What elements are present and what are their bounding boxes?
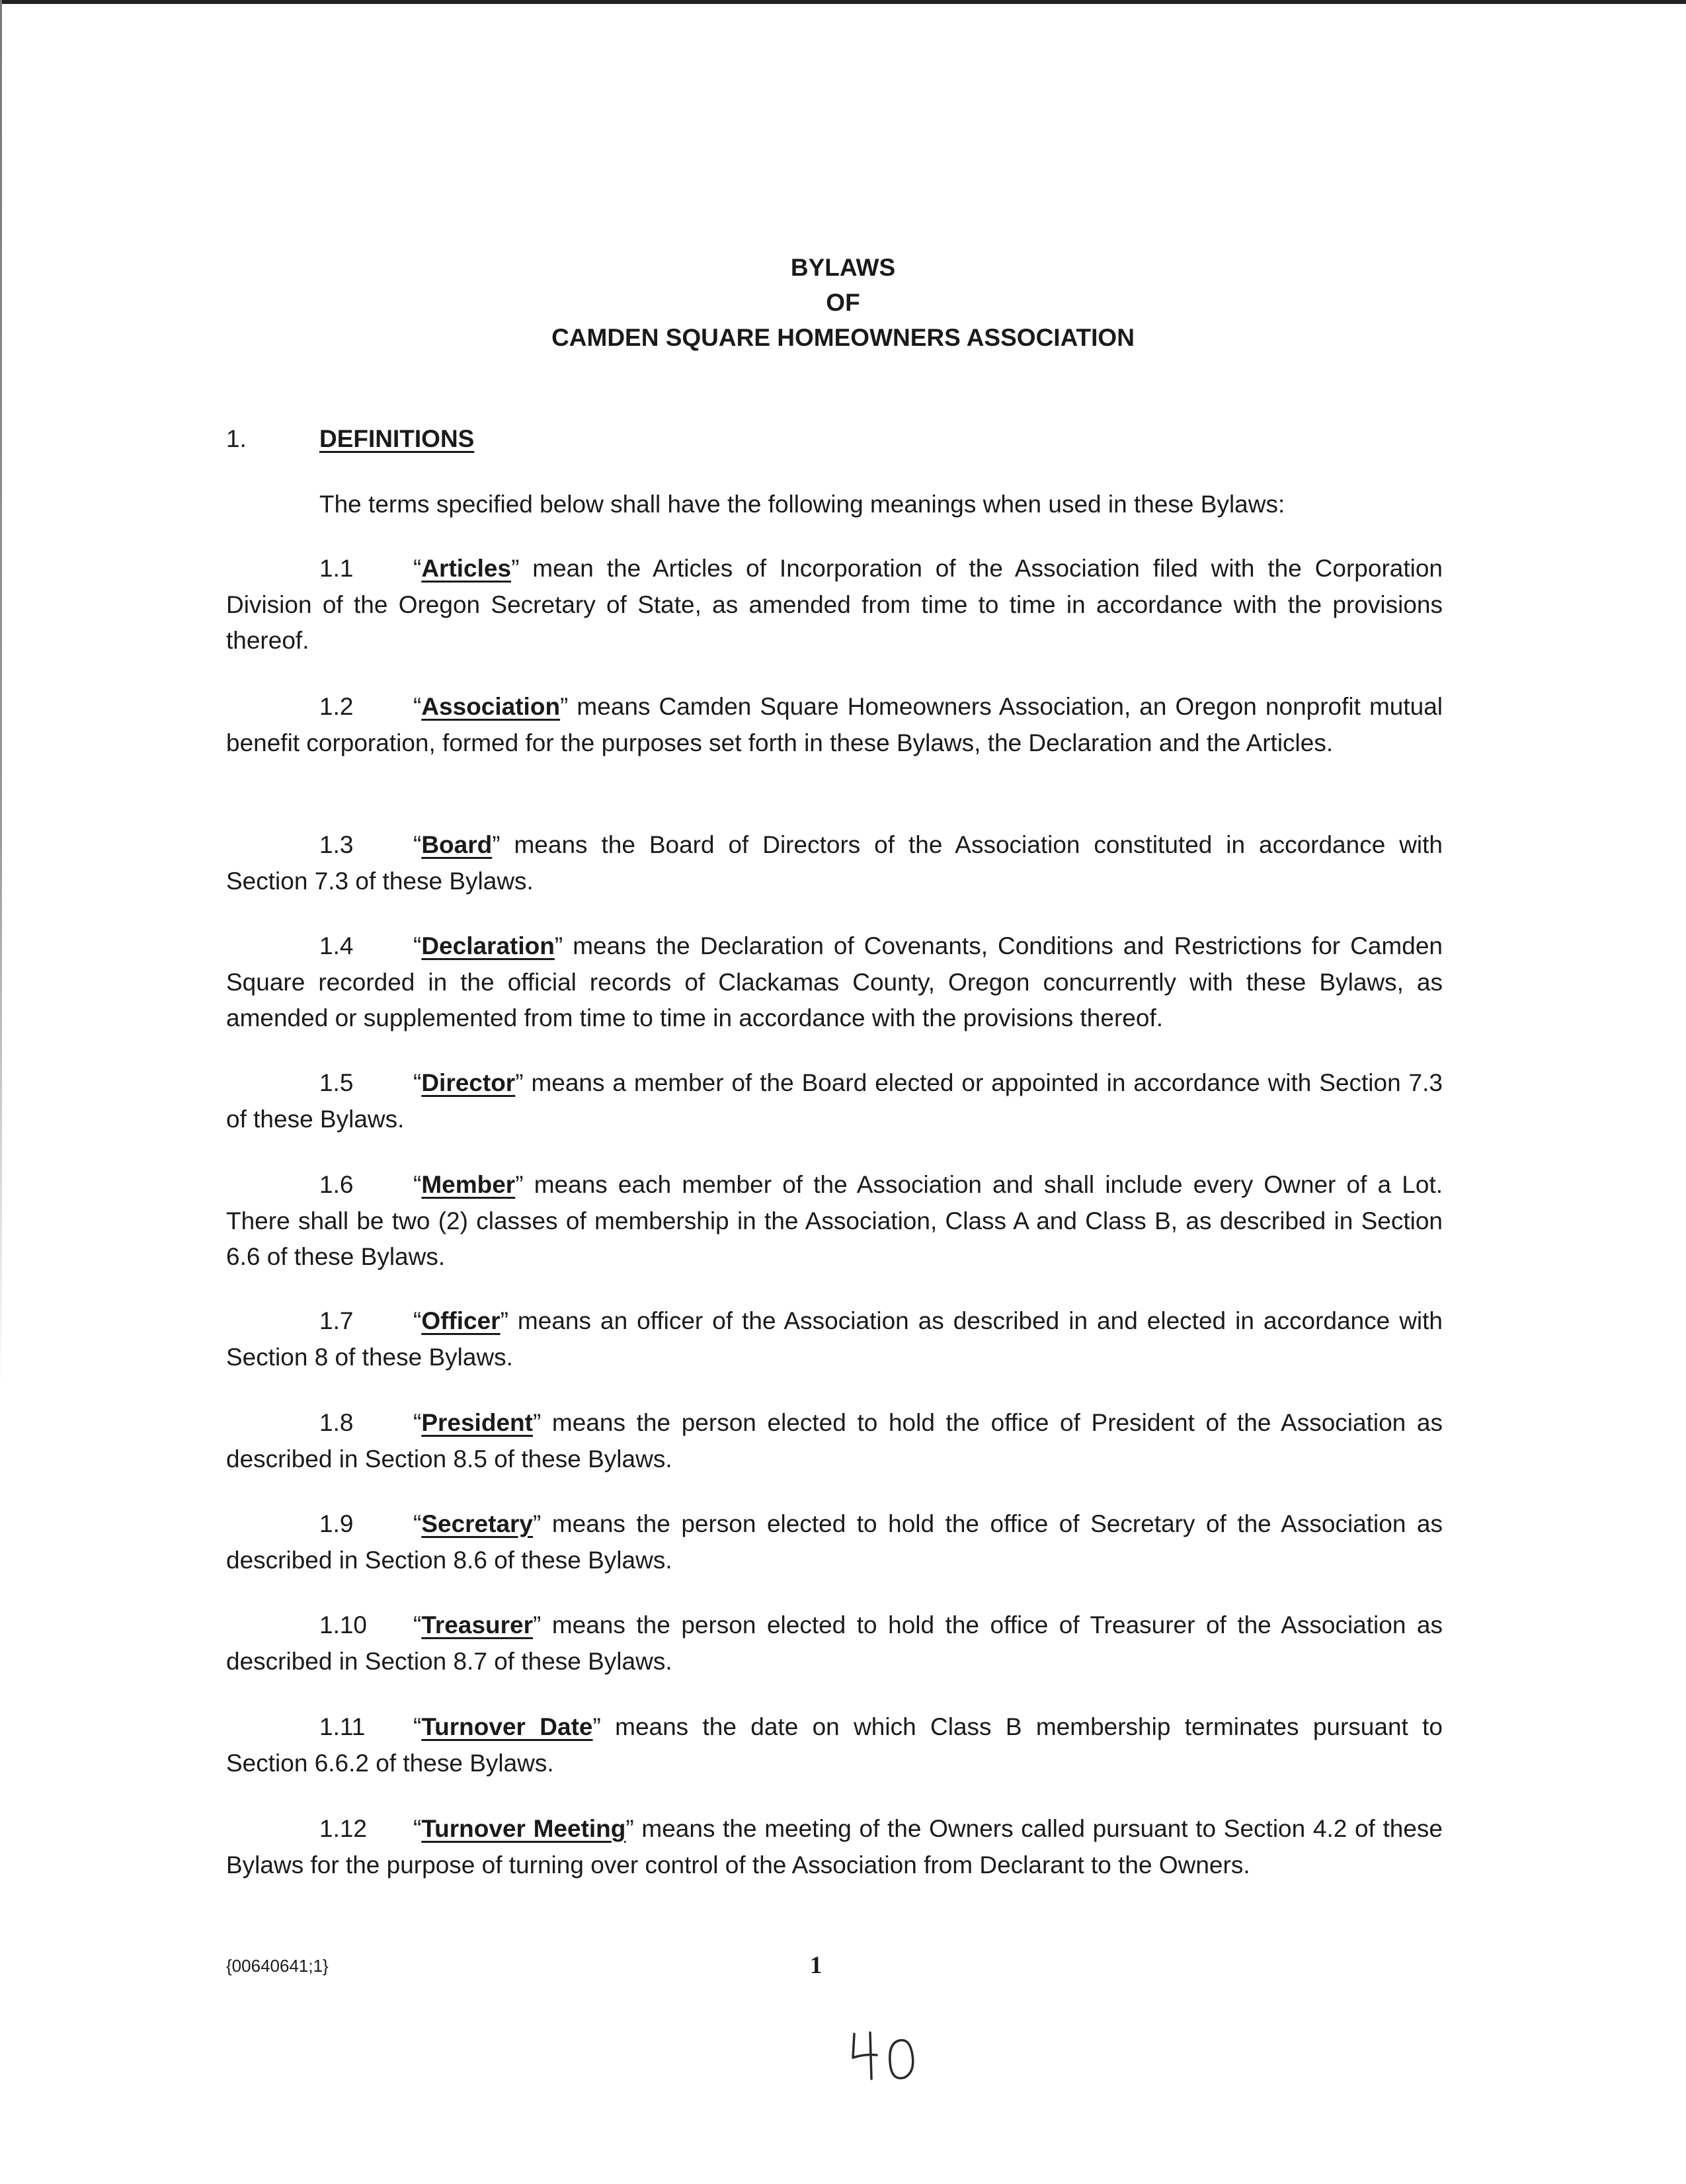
definition-item: [226, 689, 1443, 761]
definition-number: 1.9: [319, 1510, 354, 1537]
document-title: [0, 250, 1686, 355]
definition-term: Turnover Meeting: [421, 1815, 626, 1842]
close-quote: ”: [511, 555, 520, 582]
open-quote: “: [413, 1815, 422, 1842]
close-quote: ”: [592, 1713, 601, 1740]
definition-term: Director: [421, 1069, 516, 1096]
title-line-3: CAMDEN SQUARE HOMEOWNERS ASSOCIATION: [551, 324, 1135, 351]
definition-item: [226, 1065, 1443, 1137]
definition-text: means an officer of the Association as described in and elected in accordance with Section 8 of these Bylaws.: [226, 1307, 1443, 1371]
definition-text: mean the Articles of Incorporation of the Association filed with the Corporation Division of the Oregon Secretary of State, as amended from time to time in accordance with the provisions thereof.: [226, 555, 1443, 654]
open-quote: “: [413, 1611, 422, 1638]
definition-number: 1.7: [319, 1307, 354, 1334]
section-title: DEFINITIONS: [319, 425, 475, 452]
definition-number: 1.6: [319, 1171, 354, 1198]
definition-number: 1.3: [319, 831, 354, 858]
page-number: 1: [810, 1952, 823, 1979]
definition-item: [226, 551, 1443, 659]
open-quote: “: [413, 1307, 422, 1334]
definition-number: 1.2: [319, 693, 354, 720]
title-line-1: BYLAWS: [790, 254, 896, 281]
definition-number: 1.1: [319, 555, 354, 582]
scan-left-edge: [0, 0, 2, 1389]
definition-term: Treasurer: [421, 1611, 533, 1638]
open-quote: “: [413, 1713, 422, 1740]
definition-text: means the person elected to hold the office of Treasurer of the Association as described in Section 8.7 of these Bylaws.: [226, 1611, 1443, 1675]
close-quote: ”: [560, 693, 569, 720]
close-quote: ”: [532, 1409, 542, 1436]
definition-item: [226, 928, 1443, 1037]
definition-text: means a member of the Board elected or appointed in accordance with Section 7.3 of these Bylaws.: [226, 1069, 1443, 1133]
open-quote: “: [413, 831, 422, 858]
title-line-2: OF: [826, 289, 860, 316]
open-quote: “: [413, 693, 422, 720]
definition-term: President: [421, 1409, 533, 1436]
definition-text: means Camden Square Homeowners Association, an Oregon nonprofit mutual benefit corporation, formed for the purposes set forth in these Bylaws, the Declaration and the Articles.: [226, 693, 1443, 756]
definition-item: [226, 1303, 1443, 1375]
definition-term: Officer: [421, 1307, 501, 1334]
scan-top-edge: [0, 0, 1686, 4]
document-id: {00640641;1}: [226, 1956, 329, 1976]
open-quote: “: [413, 1409, 422, 1436]
close-quote: ”: [492, 831, 501, 858]
close-quote: ”: [533, 1611, 542, 1638]
open-quote: “: [413, 1171, 422, 1198]
definition-item: [226, 1811, 1443, 1883]
section-number: 1.: [226, 425, 247, 452]
definition-text: means the person elected to hold the office of President of the Association as described in Section 8.5 of these Bylaws.: [226, 1409, 1443, 1473]
close-quote: ”: [554, 932, 563, 959]
definition-term: Articles: [421, 555, 512, 582]
open-quote: “: [413, 555, 422, 582]
open-quote: “: [413, 932, 422, 959]
close-quote: ”: [625, 1815, 634, 1842]
open-quote: “: [413, 1069, 422, 1096]
definition-term: Board: [421, 831, 493, 858]
definition-number: 1.5: [319, 1069, 354, 1096]
definition-term: Secretary: [421, 1510, 534, 1537]
definition-number: 1.8: [319, 1409, 354, 1436]
definition-item: [226, 827, 1443, 899]
open-quote: “: [413, 1510, 422, 1537]
definition-item: [226, 1709, 1443, 1781]
definition-number: 1.10: [319, 1611, 368, 1638]
close-quote: ”: [500, 1307, 508, 1334]
close-quote: ”: [515, 1069, 524, 1096]
definition-term: Association: [421, 693, 561, 720]
definition-text: means the date on which Class B membership terminates pursuant to Section 6.6.2 of these Bylaws.: [226, 1713, 1443, 1777]
definition-text: means the Declaration of Covenants, Conditions and Restrictions for Camden Square recorded in the official records of Clackamas County, Oregon concurrently with these Bylaws, as amended or supplemented from time to time in accordance with the provisions thereof.: [226, 932, 1443, 1031]
definition-item: [226, 1506, 1443, 1578]
handwritten-page-note: [845, 2029, 924, 2088]
definition-term: Member: [421, 1171, 516, 1198]
close-quote: ”: [515, 1171, 524, 1198]
definition-text: means the Board of Directors of the Association constituted in accordance with Section 7.3 of these Bylaws.: [226, 831, 1443, 895]
definition-text: means the person elected to hold the office of Secretary of the Association as described in Section 8.6 of these Bylaws.: [226, 1510, 1443, 1574]
definition-term: Turnover Date: [421, 1713, 593, 1740]
definition-text: means the meeting of the Owners called pursuant to Section 4.2 of these Bylaws for the purpose of turning over control of the Association from Declarant to the Owners.: [226, 1815, 1443, 1879]
definition-term: Declaration: [421, 932, 555, 959]
section-heading: [226, 421, 474, 456]
definition-item: [226, 1607, 1443, 1679]
definition-item: [226, 1167, 1443, 1275]
section-intro: The terms specified below shall have the following meanings when used in these Bylaws:: [319, 491, 1285, 518]
definition-number: 1.4: [319, 932, 354, 959]
definition-number: 1.12: [319, 1815, 368, 1842]
definition-number: 1.11: [319, 1713, 366, 1740]
definition-text: means each member of the Association and shall include every Owner of a Lot. There shall be two (2) classes of membership in the Association, Class A and Class B, as described in Section 6.6 of these Bylaws.: [226, 1171, 1443, 1270]
definition-item: [226, 1405, 1443, 1477]
close-quote: ”: [533, 1510, 542, 1537]
